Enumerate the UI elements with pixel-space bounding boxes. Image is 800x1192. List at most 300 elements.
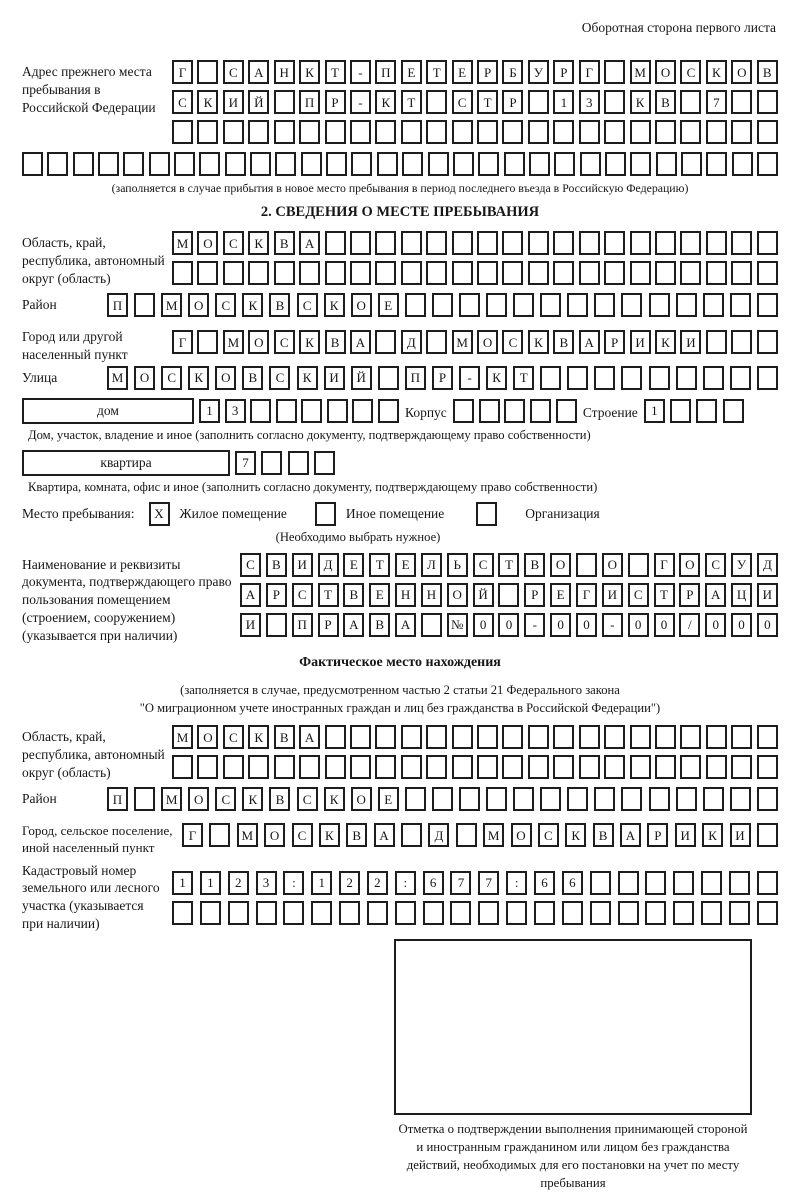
char-box[interactable]: А bbox=[343, 613, 364, 637]
char-box[interactable] bbox=[618, 901, 639, 925]
char-box[interactable] bbox=[618, 871, 639, 895]
char-box[interactable]: - bbox=[350, 90, 371, 114]
char-box[interactable]: 2 bbox=[367, 871, 388, 895]
char-box[interactable]: - bbox=[350, 60, 371, 84]
char-box[interactable] bbox=[553, 120, 574, 144]
char-box[interactable] bbox=[426, 755, 447, 779]
char-box[interactable]: 3 bbox=[256, 871, 277, 895]
char-box[interactable]: С bbox=[628, 583, 649, 607]
char-box[interactable] bbox=[513, 293, 534, 317]
char-box[interactable]: Е bbox=[395, 553, 416, 577]
char-box[interactable] bbox=[504, 152, 525, 176]
char-box[interactable] bbox=[378, 366, 399, 390]
char-box[interactable] bbox=[301, 152, 322, 176]
checkbox-other-premises[interactable] bbox=[315, 502, 336, 526]
char-box[interactable]: 6 bbox=[534, 871, 555, 895]
char-box[interactable]: А bbox=[705, 583, 726, 607]
char-box[interactable]: Д bbox=[401, 330, 422, 354]
char-box[interactable]: Т bbox=[318, 583, 339, 607]
char-box[interactable] bbox=[339, 901, 360, 925]
char-box[interactable] bbox=[757, 261, 778, 285]
char-box[interactable]: С bbox=[705, 553, 726, 577]
char-box[interactable] bbox=[630, 725, 651, 749]
char-box[interactable]: 7 bbox=[706, 90, 727, 114]
char-box[interactable]: С bbox=[223, 231, 244, 255]
char-box[interactable]: В bbox=[274, 231, 295, 255]
char-box[interactable]: И bbox=[757, 583, 778, 607]
char-box[interactable]: Г bbox=[576, 583, 597, 607]
char-box[interactable] bbox=[395, 901, 416, 925]
char-box[interactable]: М bbox=[107, 366, 128, 390]
char-box[interactable]: Е bbox=[401, 60, 422, 84]
char-box[interactable]: Д bbox=[318, 553, 339, 577]
char-box[interactable]: К bbox=[297, 366, 318, 390]
char-box[interactable] bbox=[172, 120, 193, 144]
char-box[interactable]: 6 bbox=[423, 871, 444, 895]
char-box[interactable] bbox=[223, 261, 244, 285]
char-box[interactable] bbox=[703, 787, 724, 811]
char-box[interactable] bbox=[209, 823, 230, 847]
char-box[interactable]: В bbox=[757, 60, 778, 84]
char-box[interactable] bbox=[426, 120, 447, 144]
char-box[interactable] bbox=[731, 755, 752, 779]
char-box[interactable] bbox=[680, 231, 701, 255]
char-box[interactable]: А bbox=[620, 823, 641, 847]
char-box[interactable] bbox=[375, 231, 396, 255]
char-box[interactable]: 1 bbox=[200, 871, 221, 895]
char-box[interactable] bbox=[757, 787, 778, 811]
char-box[interactable] bbox=[676, 293, 697, 317]
char-box[interactable]: И bbox=[630, 330, 651, 354]
char-box[interactable] bbox=[605, 152, 626, 176]
char-box[interactable]: Г bbox=[172, 330, 193, 354]
char-box[interactable]: Г bbox=[579, 60, 600, 84]
char-box[interactable] bbox=[275, 152, 296, 176]
checkbox-residential[interactable]: X bbox=[149, 502, 170, 526]
char-box[interactable] bbox=[604, 231, 625, 255]
char-box[interactable] bbox=[256, 901, 277, 925]
char-box[interactable] bbox=[248, 120, 269, 144]
char-box[interactable]: К bbox=[528, 330, 549, 354]
char-box[interactable]: С bbox=[240, 553, 261, 577]
char-box[interactable]: М bbox=[630, 60, 651, 84]
char-box[interactable] bbox=[172, 755, 193, 779]
char-box[interactable] bbox=[731, 725, 752, 749]
char-box[interactable]: О bbox=[447, 583, 468, 607]
char-box[interactable]: И bbox=[292, 553, 313, 577]
char-box[interactable]: Г bbox=[172, 60, 193, 84]
char-box[interactable] bbox=[732, 152, 753, 176]
char-box[interactable] bbox=[696, 399, 717, 423]
char-box[interactable]: Р bbox=[647, 823, 668, 847]
char-box[interactable]: Ь bbox=[447, 553, 468, 577]
char-box[interactable] bbox=[730, 366, 751, 390]
char-box[interactable] bbox=[149, 152, 170, 176]
char-box[interactable] bbox=[401, 261, 422, 285]
char-box[interactable] bbox=[757, 120, 778, 144]
char-box[interactable]: В bbox=[242, 366, 263, 390]
char-box[interactable] bbox=[757, 231, 778, 255]
char-box[interactable]: В bbox=[266, 553, 287, 577]
char-box[interactable]: В bbox=[346, 823, 367, 847]
char-box[interactable] bbox=[676, 366, 697, 390]
char-box[interactable]: С bbox=[223, 60, 244, 84]
char-box[interactable] bbox=[630, 231, 651, 255]
char-box[interactable] bbox=[513, 787, 534, 811]
char-box[interactable] bbox=[325, 261, 346, 285]
char-box[interactable] bbox=[576, 553, 597, 577]
char-box[interactable] bbox=[248, 755, 269, 779]
char-box[interactable]: И bbox=[223, 90, 244, 114]
char-box[interactable]: Ц bbox=[731, 583, 752, 607]
char-box[interactable]: В bbox=[274, 725, 295, 749]
char-box[interactable] bbox=[477, 725, 498, 749]
char-box[interactable] bbox=[174, 152, 195, 176]
char-box[interactable]: С bbox=[297, 293, 318, 317]
char-box[interactable] bbox=[452, 231, 473, 255]
char-box[interactable]: П bbox=[292, 613, 313, 637]
char-box[interactable]: С bbox=[215, 787, 236, 811]
char-box[interactable] bbox=[450, 901, 471, 925]
char-box[interactable] bbox=[706, 120, 727, 144]
char-box[interactable] bbox=[757, 293, 778, 317]
char-box[interactable]: - bbox=[524, 613, 545, 637]
char-box[interactable]: О bbox=[197, 725, 218, 749]
char-box[interactable] bbox=[579, 120, 600, 144]
char-box[interactable]: В bbox=[269, 293, 290, 317]
char-box[interactable]: 1 bbox=[553, 90, 574, 114]
char-box[interactable] bbox=[540, 787, 561, 811]
char-box[interactable] bbox=[579, 725, 600, 749]
char-box[interactable] bbox=[681, 152, 702, 176]
char-box[interactable] bbox=[621, 787, 642, 811]
char-box[interactable]: К bbox=[375, 90, 396, 114]
char-box[interactable] bbox=[274, 120, 295, 144]
char-box[interactable] bbox=[731, 330, 752, 354]
char-box[interactable] bbox=[680, 755, 701, 779]
char-box[interactable]: 3 bbox=[225, 399, 246, 423]
char-box[interactable] bbox=[528, 231, 549, 255]
char-box[interactable]: В bbox=[325, 330, 346, 354]
char-box[interactable]: С bbox=[538, 823, 559, 847]
char-box[interactable]: О bbox=[351, 787, 372, 811]
char-box[interactable] bbox=[283, 901, 304, 925]
char-box[interactable]: Н bbox=[395, 583, 416, 607]
char-box[interactable] bbox=[604, 261, 625, 285]
char-box[interactable] bbox=[477, 120, 498, 144]
char-box[interactable]: Р bbox=[553, 60, 574, 84]
char-box[interactable]: Л bbox=[421, 553, 442, 577]
char-box[interactable]: Й bbox=[248, 90, 269, 114]
char-box[interactable]: Б bbox=[502, 60, 523, 84]
char-box[interactable] bbox=[502, 261, 523, 285]
char-box[interactable]: О bbox=[511, 823, 532, 847]
char-box[interactable] bbox=[757, 90, 778, 114]
checkbox-organization[interactable] bbox=[476, 502, 497, 526]
char-box[interactable] bbox=[197, 60, 218, 84]
char-box[interactable] bbox=[375, 725, 396, 749]
char-box[interactable]: К bbox=[248, 725, 269, 749]
char-box[interactable]: О bbox=[550, 553, 571, 577]
char-box[interactable] bbox=[47, 152, 68, 176]
char-box[interactable] bbox=[405, 787, 426, 811]
char-box[interactable] bbox=[701, 871, 722, 895]
char-box[interactable]: О bbox=[602, 553, 623, 577]
char-box[interactable] bbox=[579, 755, 600, 779]
char-box[interactable] bbox=[528, 261, 549, 285]
char-box[interactable] bbox=[706, 231, 727, 255]
char-box[interactable] bbox=[731, 231, 752, 255]
char-box[interactable]: 3 bbox=[579, 90, 600, 114]
char-box[interactable] bbox=[452, 261, 473, 285]
char-box[interactable]: В bbox=[593, 823, 614, 847]
char-box[interactable] bbox=[325, 120, 346, 144]
char-box[interactable] bbox=[649, 366, 670, 390]
char-box[interactable] bbox=[630, 152, 651, 176]
char-box[interactable] bbox=[223, 755, 244, 779]
char-box[interactable]: О bbox=[215, 366, 236, 390]
char-box[interactable] bbox=[703, 293, 724, 317]
char-box[interactable] bbox=[486, 787, 507, 811]
char-box[interactable]: 1 bbox=[199, 399, 220, 423]
char-box[interactable]: Р bbox=[679, 583, 700, 607]
char-box[interactable] bbox=[604, 60, 625, 84]
char-box[interactable] bbox=[478, 152, 499, 176]
char-box[interactable]: Р bbox=[266, 583, 287, 607]
char-box[interactable]: И bbox=[324, 366, 345, 390]
char-box[interactable] bbox=[731, 90, 752, 114]
char-box[interactable] bbox=[73, 152, 94, 176]
char-box[interactable]: М bbox=[452, 330, 473, 354]
char-box[interactable]: 0 bbox=[473, 613, 494, 637]
char-box[interactable] bbox=[731, 261, 752, 285]
char-box[interactable]: - bbox=[602, 613, 623, 637]
char-box[interactable]: К bbox=[242, 293, 263, 317]
char-box[interactable]: 0 bbox=[498, 613, 519, 637]
char-box[interactable] bbox=[314, 451, 335, 475]
char-box[interactable]: В bbox=[269, 787, 290, 811]
char-box[interactable]: 7 bbox=[450, 871, 471, 895]
char-box[interactable] bbox=[225, 152, 246, 176]
char-box[interactable]: А bbox=[240, 583, 261, 607]
char-box[interactable]: А bbox=[299, 231, 320, 255]
char-box[interactable]: Й bbox=[473, 583, 494, 607]
char-box[interactable]: И bbox=[675, 823, 696, 847]
char-box[interactable]: 7 bbox=[478, 871, 499, 895]
char-box[interactable] bbox=[594, 293, 615, 317]
char-box[interactable] bbox=[757, 901, 778, 925]
char-box[interactable] bbox=[757, 871, 778, 895]
char-box[interactable]: А bbox=[395, 613, 416, 637]
char-box[interactable]: М bbox=[161, 787, 182, 811]
char-box[interactable] bbox=[673, 901, 694, 925]
char-box[interactable] bbox=[649, 787, 670, 811]
char-box[interactable]: У bbox=[528, 60, 549, 84]
char-box[interactable] bbox=[604, 725, 625, 749]
char-box[interactable]: Н bbox=[421, 583, 442, 607]
char-box[interactable] bbox=[325, 755, 346, 779]
char-box[interactable]: Т bbox=[325, 60, 346, 84]
char-box[interactable] bbox=[757, 330, 778, 354]
char-box[interactable]: О bbox=[679, 553, 700, 577]
char-box[interactable] bbox=[579, 261, 600, 285]
char-box[interactable] bbox=[706, 261, 727, 285]
char-box[interactable]: К bbox=[324, 787, 345, 811]
char-box[interactable]: К bbox=[299, 60, 320, 84]
char-box[interactable]: А bbox=[350, 330, 371, 354]
char-box[interactable] bbox=[655, 231, 676, 255]
char-box[interactable]: С bbox=[680, 60, 701, 84]
char-box[interactable]: П bbox=[107, 787, 128, 811]
char-box[interactable] bbox=[502, 120, 523, 144]
char-box[interactable]: И bbox=[680, 330, 701, 354]
char-box[interactable] bbox=[680, 725, 701, 749]
char-box[interactable] bbox=[199, 152, 220, 176]
char-box[interactable] bbox=[453, 399, 474, 423]
char-box[interactable] bbox=[200, 901, 221, 925]
char-box[interactable] bbox=[621, 366, 642, 390]
char-box[interactable] bbox=[327, 399, 348, 423]
char-box[interactable] bbox=[477, 261, 498, 285]
char-box[interactable] bbox=[540, 366, 561, 390]
char-box[interactable]: О bbox=[188, 293, 209, 317]
char-box[interactable] bbox=[655, 120, 676, 144]
char-box[interactable] bbox=[350, 261, 371, 285]
char-box[interactable]: М bbox=[172, 725, 193, 749]
char-box[interactable]: С bbox=[223, 725, 244, 749]
char-box[interactable]: Т bbox=[426, 60, 447, 84]
char-box[interactable] bbox=[729, 901, 750, 925]
char-box[interactable] bbox=[567, 787, 588, 811]
char-box[interactable]: К bbox=[565, 823, 586, 847]
char-box[interactable]: С bbox=[292, 823, 313, 847]
char-box[interactable] bbox=[630, 755, 651, 779]
char-box[interactable] bbox=[553, 231, 574, 255]
char-box[interactable] bbox=[223, 120, 244, 144]
char-box[interactable] bbox=[567, 366, 588, 390]
char-box[interactable] bbox=[502, 725, 523, 749]
char-box[interactable]: Р bbox=[432, 366, 453, 390]
char-box[interactable] bbox=[645, 901, 666, 925]
char-box[interactable] bbox=[553, 261, 574, 285]
char-box[interactable] bbox=[375, 330, 396, 354]
char-box[interactable] bbox=[250, 152, 271, 176]
char-box[interactable]: 0 bbox=[628, 613, 649, 637]
char-box[interactable]: Е bbox=[343, 553, 364, 577]
char-box[interactable] bbox=[556, 399, 577, 423]
char-box[interactable]: К bbox=[324, 293, 345, 317]
char-box[interactable] bbox=[299, 755, 320, 779]
char-box[interactable] bbox=[680, 90, 701, 114]
char-box[interactable] bbox=[311, 901, 332, 925]
char-box[interactable] bbox=[757, 823, 778, 847]
char-box[interactable] bbox=[426, 261, 447, 285]
char-box[interactable]: Р bbox=[318, 613, 339, 637]
char-box[interactable] bbox=[299, 120, 320, 144]
char-box[interactable] bbox=[428, 152, 449, 176]
char-box[interactable] bbox=[228, 901, 249, 925]
char-box[interactable]: 0 bbox=[550, 613, 571, 637]
char-box[interactable]: К bbox=[242, 787, 263, 811]
char-box[interactable]: М bbox=[161, 293, 182, 317]
char-box[interactable] bbox=[553, 725, 574, 749]
char-box[interactable]: Т bbox=[498, 553, 519, 577]
char-box[interactable]: Р bbox=[325, 90, 346, 114]
char-box[interactable] bbox=[757, 152, 778, 176]
char-box[interactable]: Р bbox=[477, 60, 498, 84]
char-box[interactable] bbox=[540, 293, 561, 317]
char-box[interactable] bbox=[656, 152, 677, 176]
char-box[interactable] bbox=[197, 261, 218, 285]
char-box[interactable]: М bbox=[223, 330, 244, 354]
char-box[interactable] bbox=[325, 231, 346, 255]
char-box[interactable]: К bbox=[248, 231, 269, 255]
char-box[interactable] bbox=[432, 293, 453, 317]
char-box[interactable] bbox=[134, 787, 155, 811]
char-box[interactable]: А bbox=[374, 823, 395, 847]
char-box[interactable] bbox=[502, 231, 523, 255]
char-box[interactable] bbox=[649, 293, 670, 317]
char-box[interactable] bbox=[477, 755, 498, 779]
char-box[interactable]: О bbox=[655, 60, 676, 84]
char-box[interactable] bbox=[421, 613, 442, 637]
char-box[interactable] bbox=[274, 261, 295, 285]
char-box[interactable]: И bbox=[240, 613, 261, 637]
char-box[interactable]: В bbox=[343, 583, 364, 607]
char-box[interactable] bbox=[504, 399, 525, 423]
char-box[interactable]: 1 bbox=[172, 871, 193, 895]
char-box[interactable]: М bbox=[237, 823, 258, 847]
char-box[interactable]: - bbox=[459, 366, 480, 390]
char-box[interactable] bbox=[594, 366, 615, 390]
char-box[interactable]: К bbox=[319, 823, 340, 847]
char-box[interactable] bbox=[123, 152, 144, 176]
char-box[interactable] bbox=[288, 451, 309, 475]
char-box[interactable]: 0 bbox=[731, 613, 752, 637]
char-box[interactable]: М bbox=[172, 231, 193, 255]
char-box[interactable]: 2 bbox=[339, 871, 360, 895]
char-box[interactable] bbox=[604, 90, 625, 114]
char-box[interactable] bbox=[655, 755, 676, 779]
char-box[interactable]: : bbox=[506, 871, 527, 895]
char-box[interactable] bbox=[426, 231, 447, 255]
char-box[interactable] bbox=[553, 755, 574, 779]
char-box[interactable] bbox=[352, 399, 373, 423]
char-box[interactable] bbox=[655, 725, 676, 749]
char-box[interactable] bbox=[478, 901, 499, 925]
char-box[interactable] bbox=[274, 90, 295, 114]
char-box[interactable]: В bbox=[369, 613, 390, 637]
char-box[interactable]: : bbox=[283, 871, 304, 895]
char-box[interactable]: Р bbox=[604, 330, 625, 354]
char-box[interactable] bbox=[375, 755, 396, 779]
char-box[interactable] bbox=[673, 871, 694, 895]
char-box[interactable] bbox=[197, 120, 218, 144]
char-box[interactable]: А bbox=[579, 330, 600, 354]
char-box[interactable]: К bbox=[299, 330, 320, 354]
char-box[interactable]: Р bbox=[524, 583, 545, 607]
char-box[interactable] bbox=[730, 293, 751, 317]
char-box[interactable] bbox=[701, 901, 722, 925]
char-box[interactable]: 6 bbox=[562, 871, 583, 895]
char-box[interactable] bbox=[351, 152, 372, 176]
char-box[interactable] bbox=[730, 787, 751, 811]
char-box[interactable] bbox=[401, 725, 422, 749]
char-box[interactable] bbox=[594, 787, 615, 811]
char-box[interactable] bbox=[757, 366, 778, 390]
char-box[interactable] bbox=[534, 901, 555, 925]
char-box[interactable]: К bbox=[702, 823, 723, 847]
